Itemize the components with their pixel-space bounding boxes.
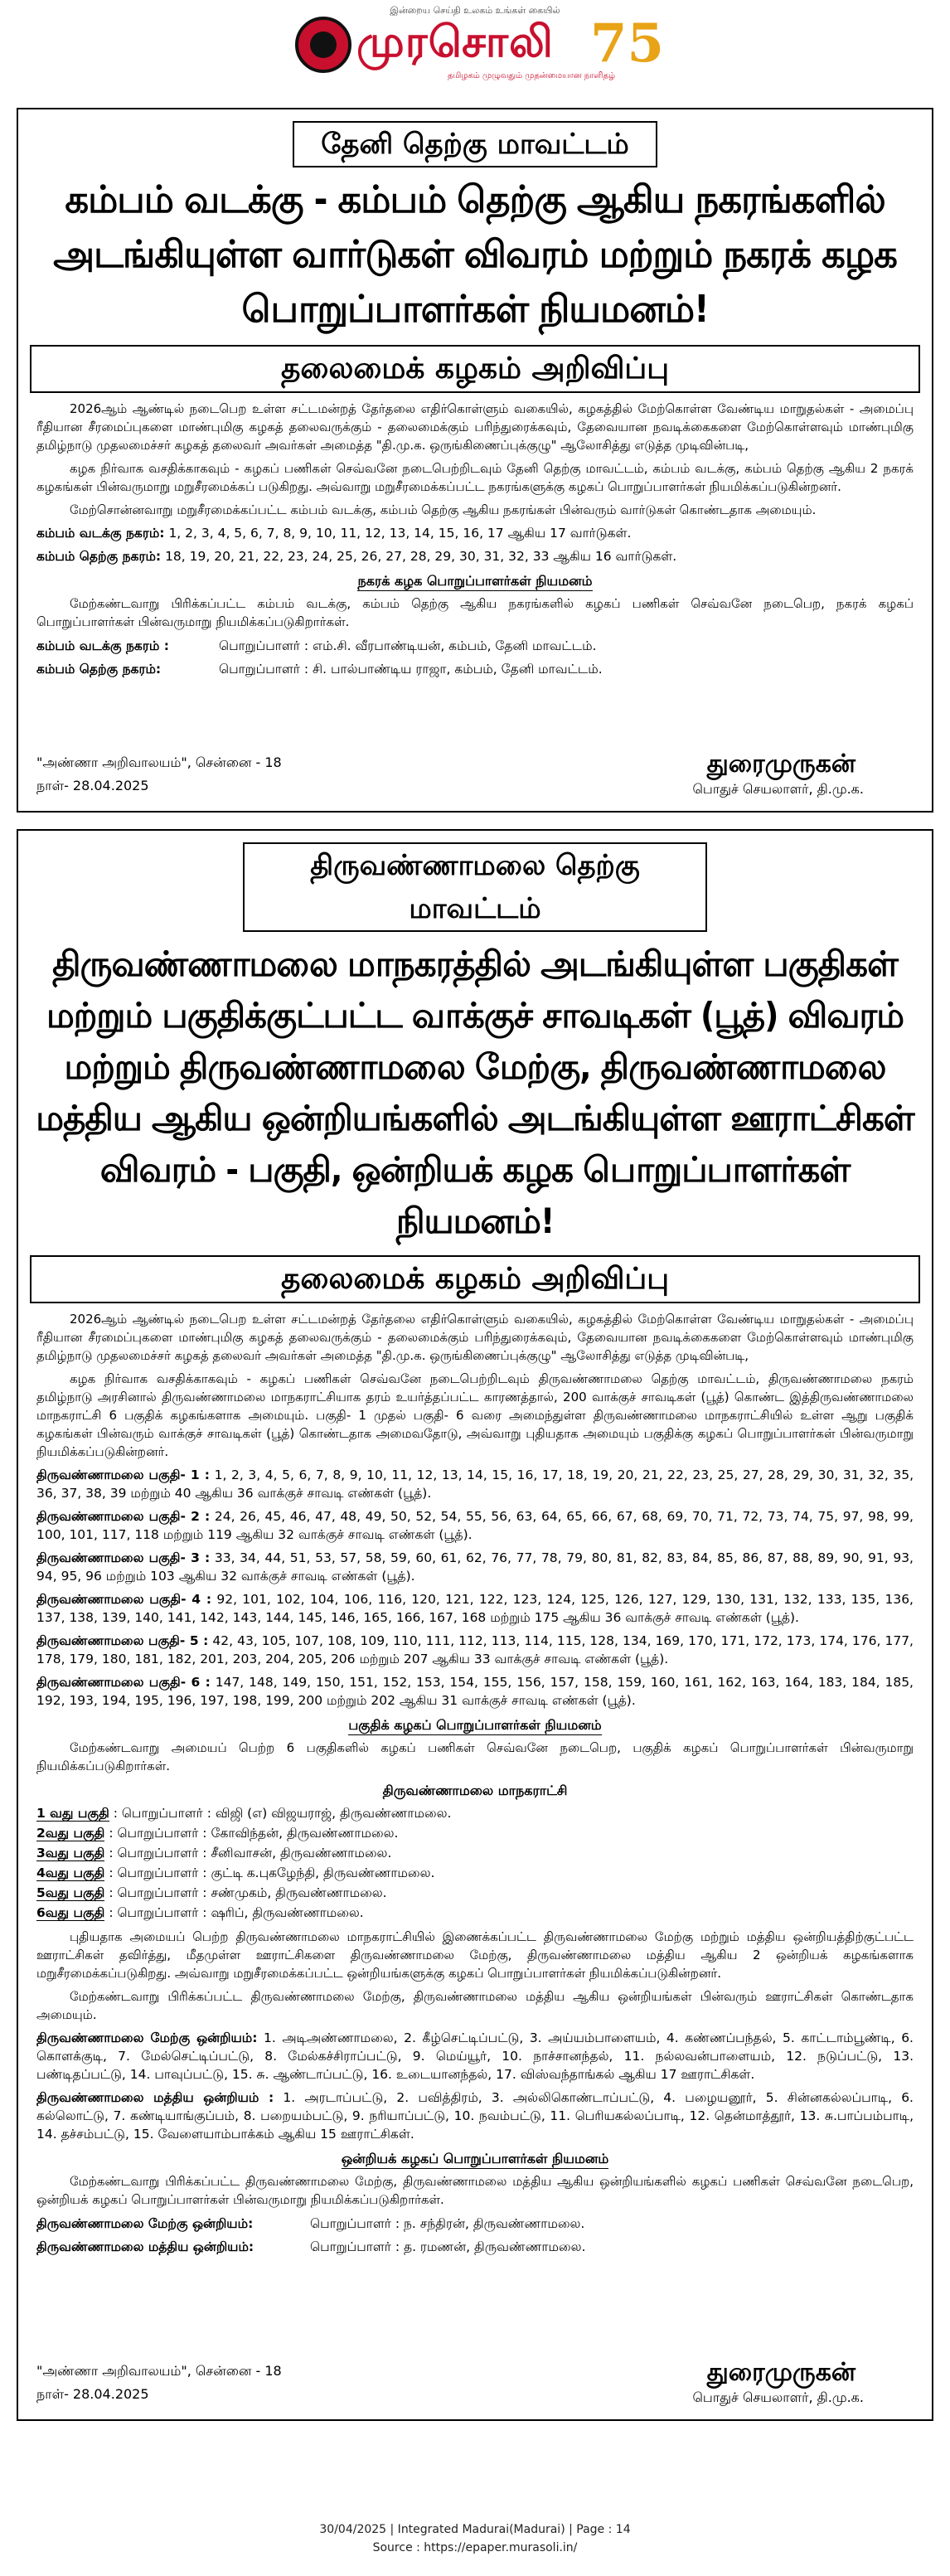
district-title: தேனி தெற்கு மாவட்டம் (293, 121, 657, 167)
ward-row (36, 524, 914, 542)
signer-name: துரைமுருகன் (706, 750, 855, 779)
ward-appointment: 4வது பகுதி : பொறுப்பாளர் : குட்டி க.புகழேந்தி, திருவண்ணாமலை. (36, 1865, 435, 1880)
paragraph: புதியதாக அமையப் பெற்ற திருவண்ணாமலை மாநகராட்சியில் இணைக்கப்பட்ட திருவண்ணாமலை மேற்கு மற்றும் மத்திய ஒன்றியத்திற்குட்பட்ட ஊராட்சிகள் தவிர்த்து, மீதமுள்ள ஊராட்சிகளை திருவண்ணாமலை மேற்கு, திருவண்ணாமலை மத்திய ஆகிய 2 ஒன்றியக் கழகங்களாக மறுசீரமைக்கப்படுகிறது. அவ்வாறு மறுசீரமைக்கப்பட்ட ஒன்றியங்களுக்கு கழகப் பொறுப்பாளர்கள் நியமிக்கப்படுகின்றனர். (36, 1929, 914, 1981)
paragraph: மேற்கண்டவாறு பிரிக்கப்பட்ட திருவண்ணாமலை மேற்கு, திருவண்ணாமலை மத்திய ஆகிய ஒன்றியங்களில் கழகப் பணிகள் செவ்வனே நடைபெற, ஒன்றியக் கழகப் பொறுப்பாளர்கள் பின்வருமாறு நியமிக்கப்படுகிறார்கள். (36, 2174, 914, 2207)
signer-role: பொதுச் செயலாளர், தி.மு.க. (692, 2389, 864, 2405)
body (36, 400, 914, 679)
announcement-title: தலைமைக் கழகம் அறிவிப்பு (30, 1255, 920, 1303)
anniversary-mark: 75 (590, 12, 665, 75)
ward-appointment: 1 வது பகுதி : பொறுப்பாளர் : விஜி (எ) விஜயராஜ், திருவண்ணாமலை. (36, 1806, 452, 1821)
paragraph: மேற்கண்டவாறு பிரிக்கப்பட்ட கம்பம் வடக்கு, கம்பம் தெற்கு ஆகிய நகரங்களில் கழகப் பணிகள் செவ்வனே நடைபெற, நகரக் கழகப் பொறுப்பாளர்கள் பின்வருமாறு நியமிக்கப்படுகிறார்கள். (36, 596, 914, 629)
masthead (0, 0, 950, 91)
headline: கம்பம் வடக்கு - கம்பம் தெற்கு ஆகிய நகரங்களில் அடங்கியுள்ள வார்டுகள் விவரம் மற்றும் நகரக் கழக பொறுப்பாளர்கள் நியமனம்! (53, 177, 897, 331)
booth-row: திருவண்ணாமலை பகுதி- 2 : 24, 26, 45, 46, 47, 48, 49, 50, 52, 54, 55, 56, 63, 64, 65, 66, 67, 68, 69, 70, 71, 72, 73, 74, 75, 97, 98, 99, 100, 101, 117, 118 மற்றும் 119 ஆகிய 32 வாக்குச் சாவடி எண்கள் (பூத்). (36, 1509, 914, 1542)
signer-name: துரைமுருகன் (706, 2358, 855, 2387)
newspaper-logo (282, 12, 671, 85)
date: நாள்- 28.04.2025 (36, 2386, 149, 2402)
appointment-row: திருவண்ணாமலை மத்திய ஒன்றியம்: பொறுப்பாளர் : த. ரமணன், திருவண்ணாமலை. (36, 2239, 586, 2254)
paragraph: மேற்கண்டவாறு அமையப் பெற்ற 6 பகுதிகளில் கழகப் பணிகள் செவ்வனே நடைபெற, பகுதிக் கழகப் பொறுப்பாளர்கள் பின்வருமாறு நியமிக்கப்படுகிறார்கள். (36, 1740, 914, 1773)
announcement-theni (17, 108, 933, 813)
footer (36, 2358, 914, 2416)
source-link[interactable]: Source : https://epaper.murasoli.in/ (372, 2541, 578, 2554)
paragraph: கழக நிர்வாக வசதிக்காகவும் - கழகப் பணிகள் செவ்வனே நடைபெற்றிடவும் திருவண்ணாமலை தெற்கு மாவட்டம், திருவண்ணாமலை நகரம் தமிழ்நாடு அரசினால் திருவண்ணாமலை மாநகராட்சியாக தரம் உயர்த்தப்பட்ட காரணத்தால், 200 வாக்குச் சாவடிகள் (பூத்) கொண்ட இத்திருவண்ணாமலை மாநகராட்சி 6 பகுதிக் கழகங்களாக அமையும். பகுதி- 1 முதல் பகுதி- 6 வரை அமைந்துள்ள திருவண்ணாமலை மாநகராட்சியில் உள்ள ஆறு பகுதிக் கழகங்கள் பின்வரும் வாக்குச் சாவடிகள் (பூத்) கொண்டதாக அமைவதோடு, அவ்வாறு புதியதாக அமையும் பகுதிக்கு கழகப் பொறுப்பாளர்கள் பின்வருமாறு நியமிக்கப்படுகின்றனர். (36, 1371, 914, 1459)
section-heading: நகரக் கழக பொறுப்பாளர்கள் நியமனம் (36, 572, 914, 591)
appointment-row: கம்பம் வடக்கு நகரம் : பொறுப்பாளர் : எம்.சி. வீரபாண்டியன், கம்பம், தேனி மாவட்டம். (36, 638, 597, 653)
paragraph: மேற்கண்டவாறு பிரிக்கப்பட்ட திருவண்ணாமலை மேற்கு, திருவண்ணாமலை மத்திய ஆகிய ஒன்றியங்கள் பின்வரும் ஊராட்சிகள் கொண்டதாக அமையும். (36, 1989, 914, 2022)
body (36, 1310, 914, 2257)
emblem-icon (295, 17, 351, 73)
appointment-row: கம்பம் தெற்கு நகரம்: பொறுப்பாளர் : சி. பால்பாண்டிய ராஜா, கம்பம், தேனி மாவட்டம். (36, 662, 603, 677)
booth-row: திருவண்ணாமலை பகுதி- 5 : 42, 43, 105, 107, 108, 109, 110, 111, 112, 113, 114, 115, 128, 134, 169, 170, 171, 172, 173, 174, 176, 177, 178, 179, 180, 181, 182, 201, 203, 204, 205, 206 மற்றும் 207 ஆகிய 33 வாக்குச் சாவடி எண்கள் (பூத்). (36, 1633, 914, 1666)
ward-appointment: 5வது பகுதி : பொறுப்பாளர் : சண்முகம், திருவண்ணாமலை. (36, 1885, 387, 1900)
union-row: திருவண்ணாமலை மத்திய ஒன்றியம் : 1. அரடாப்பட்டு, 2. பவித்திரம், 3. அல்லிகொண்டாப்பட்டு, 4. பழையனூர், 5. சின்னகல்லப்பாடி, 6. கல்லொட்டு, 7. கண்டியாங்குப்பம், 8. பறையம்பட்டு, 9. நரியாப்பட்டு, 10. நவம்பட்டு, 11. பெரியகல்லப்பாடி, 12. தென்மாத்தூர், 13. சு.பாப்பம்பாடி, 14. தச்சம்பட்டு, 15. வேளையாம்பாக்கம் ஆகிய 15 ஊராட்சிகள். (36, 2090, 914, 2142)
ward-appointment: 3வது பகுதி : பொறுப்பாளர் : சீனிவாசன், திருவண்ணாமலை. (36, 1846, 392, 1860)
paragraph: மேற்சொன்னவாறு மறுசீரமைக்கப்பட்ட கம்பம் வடக்கு, கம்பம் தெற்கு ஆகிய நகரங்கள் பின்வரும் வார்டுகள் கொண்டதாக அமையும். (70, 502, 817, 517)
announcement-title: தலைமைக் கழகம் அறிவிப்பு (30, 345, 920, 393)
masthead-tagline: இன்றைய செய்தி உலகம் உங்கள் கையில் (390, 5, 560, 16)
booth-row: திருவண்ணாமலை பகுதி- 6 : 147, 148, 149, 150, 151, 152, 153, 154, 155, 156, 157, 158, 159, 160, 161, 162, 163, 164, 183, 184, 185, 192, 193, 194, 195, 196, 197, 198, 199, 200 மற்றும் 202 ஆகிய 31 வாக்குச் சாவடி எண்கள் (பூத்). (36, 1675, 914, 1708)
footer (36, 750, 914, 808)
booth-row: திருவண்ணாமலை பகுதி- 1 : 1, 2, 3, 4, 5, 6, 7, 8, 9, 10, 11, 12, 13, 14, 15, 16, 17, 18, 19, 20, 21, 22, 23, 25, 27, 28, 29, 30, 31, 32, 35, 36, 37, 38, 39 மற்றும் 40 ஆகிய 36 வாக்குச் சாவடி எண்கள் (பூத்). (36, 1467, 914, 1501)
paragraph: 2026ஆம் ஆண்டில் நடைபெற உள்ள சட்டமன்றத் தேர்தலை எதிர்கொள்ளும் வகையில், கழகத்தில் மேற்கொள்ள வேண்டிய மாறுதல்கள் - அமைப்பு ரீதியான சீரமைப்புகளை மாண்புமிகு கழகத் தலைவருக்கும் - தலைமைக்கும் பரிந்துரைக்கவும், தேவையான நவடிக்கைகளை மேற்கொள்ளவும் மாண்புமிகு தமிழ்நாடு முதலமைச்சர் கழகத் தலைவர் அவர்கள் அமைத்த "தி.மு.க. ஒருங்கிணைப்புக்குழு" ஆலோசித்து எடுத்த முடிவின்படி, (36, 401, 914, 453)
ward-label: கம்பம் வடக்கு நகரம்: (36, 526, 165, 541)
section-heading: ஒன்றியக் கழகப் பொறுப்பாளர்கள் நியமனம் (36, 2150, 914, 2169)
appointment-row: திருவண்ணாமலை மேற்கு ஒன்றியம்: பொறுப்பாளர் : ந. சந்திரன், திருவண்ணாமலை. (36, 2216, 585, 2231)
ward-text: 1, 2, 3, 4, 5, 6, 7, 8, 9, 10, 11, 12, 13, 14, 15, 16, 17 ஆகிய 17 வார்டுகள். (168, 526, 632, 541)
paragraph: கழக நிர்வாக வசதிக்காகவும் - கழகப் பணிகள் செவ்வனே நடைபெற்றிடவும் தேனி தெற்கு மாவட்டம், கம்பம் வடக்கு, கம்பம் தெற்கு ஆகிய 2 நகரக் கழகங்கள் பின்வருமாறு மறுசீரமைக்கப் படுகிறது. அவ்வாறு மறுசீரமைக்கப்பட்ட நகரங்களுக்கு கழகப் பொறுப்பாளர்கள் நியமிக்கப்படுகின்றனர். (36, 461, 914, 494)
page-footer (0, 2520, 950, 2557)
logo-subtitle: தமிழகம் முழுவதும் முதன்மையான நாளிதழ் (448, 71, 616, 80)
signer-role: பொதுச் செயலாளர், தி.மு.க. (692, 781, 864, 797)
booth-row: திருவண்ணாமலை பகுதி- 3 : 33, 34, 44, 51, 53, 57, 58, 59, 60, 61, 62, 76, 77, 78, 79, 80, 81, 82, 83, 84, 85, 86, 87, 88, 89, 90, 91, 93, 94, 95, 96 மற்றும் 103 ஆகிய 32 வாக்குச் சாவடி எண்கள் (பூத்). (36, 1550, 914, 1584)
booth-row: திருவண்ணாமலை பகுதி- 4 : 92, 101, 102, 104, 106, 116, 120, 121, 122, 123, 124, 125, 126, 127, 129, 130, 131, 132, 133, 135, 136, 137, 138, 139, 140, 141, 142, 143, 144, 145, 146, 165, 166, 167, 168 மற்றும் 175 ஆகிய 36 வாக்குச் சாவடி எண்கள் (பூத்). (36, 1592, 914, 1625)
ward-row (36, 547, 914, 565)
date: நாள்- 28.04.2025 (36, 778, 149, 793)
place: "அண்ணா அறிவாலயம்", சென்னை - 18 (36, 2363, 282, 2379)
place: "அண்ணா அறிவாலயம்", சென்னை - 18 (36, 754, 282, 770)
ward-appointment: 2வது பகுதி : பொறுப்பாளர் : கோவிந்தன், திருவண்ணாமலை. (36, 1826, 399, 1841)
district-title: திருவண்ணாமலை தெற்கு மாவட்டம் (243, 842, 707, 932)
ward-appointment: 6வது பகுதி : பொறுப்பாளர் : ஷரிப், திருவண்ணாமலை. (36, 1905, 364, 1920)
paragraph: 2026ஆம் ஆண்டில் நடைபெற உள்ள சட்டமன்றத் தேர்தலை எதிர்கொள்ளும் வகையில், கழகத்தில் மேற்கொள்ள வேண்டிய மாறுதல்கள் - அமைப்பு ரீதியான சீரமைப்புகளை மாண்புமிகு கழகத் தலைவருக்கும் - தலைமைக்கும் பரிந்துரைக்கவும், தேவையான நவடிக்கைகளை மேற்கொள்ளவும் மாண்புமிகு தமிழ்நாடு முதலமைச்சர் கழகத் தலைவர் அவர்கள் அமைத்த "தி.மு.க. ஒருங்கிணைப்புக்குழு" ஆலோசித்து எடுத்த முடிவின்படி, (36, 1312, 914, 1363)
logo-text: முரசொலி (356, 17, 554, 67)
headline: திருவண்ணாமலை மாநகரத்தில் அடங்கியுள்ள பகுதிகள் மற்றும் பகுதிக்குட்பட்ட வாக்குச் சாவடிகள் (பூத்) விவரம் மற்றும் திருவண்ணாமலை மேற்கு, திருவண்ணாமலை மத்திய ஆகிய ஒன்றியங்களில் அடங்கியுள்ள ஊராட்சிகள் விவரம் - பகுதி, ஒன்றியக் கழக பொறுப்பாளர்கள் நியமனம்! (36, 944, 914, 1241)
union-row: திருவண்ணாமலை மேற்கு ஒன்றியம்: 1. அடிஅண்ணாமலை, 2. கீழ்செட்டிப்பட்டு, 3. அய்யம்பாளையம், 4. கண்ணப்பந்தல், 5. காட்டாம்பூண்டி, 6. கொளக்குடி, 7. மேல்செட்டிப்பட்டு, 8. மேல்கச்சிராப்பட்டு, 9. மெய்யூர், 10. நாச்சானந்தல், 11. நல்லவன்பாளையம், 12. நடுப்பட்டு, 13. பண்டிதப்பட்டு, 14. பாவுப்பட்டு, 15. சு. ஆண்டாப்பட்டு, 16. உடையானந்தல், 17. விஸ்வந்தாங்கல் ஆகிய 17 ஊராட்சிகள். (36, 2030, 914, 2082)
section-heading: பகுதிக் கழகப் பொறுப்பாளர்கள் நியமனம் (36, 1716, 914, 1735)
ward-label: கம்பம் தெற்கு நகரம்: (36, 549, 162, 564)
corporation-title: திருவண்ணாமலை மாநகராட்சி (382, 1783, 568, 1798)
ward-text: 18, 19, 20, 21, 22, 23, 24, 25, 26, 27, 28, 29, 30, 31, 32, 33 ஆகிய 16 வார்டுகள். (165, 549, 677, 564)
page-info: 30/04/2025 | Integrated Madurai(Madurai) | Page : 14 (319, 2523, 631, 2536)
announcement-tiruvannamalai (17, 829, 933, 2421)
